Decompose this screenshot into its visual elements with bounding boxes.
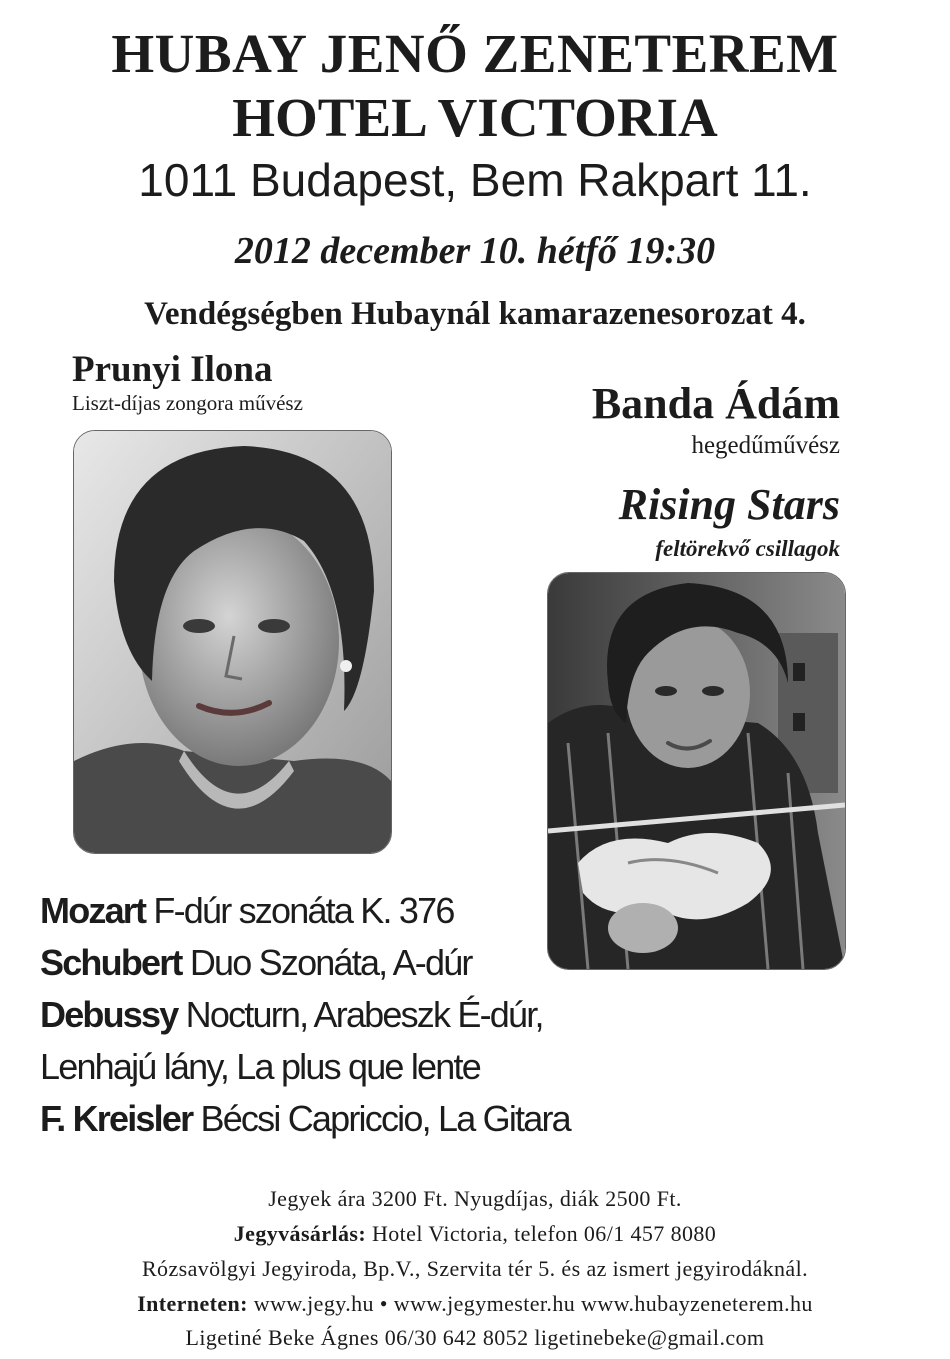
program-work: F-dúr szonáta K. 376 xyxy=(145,890,454,931)
venue-name: HUBAY JENŐ ZENETEREM xyxy=(111,23,839,84)
pianist-name: Prunyi Ilona xyxy=(72,349,273,390)
program-work: Duo Szonáta, A-dúr xyxy=(181,942,472,983)
program-item xyxy=(40,889,454,933)
pianist-title: Liszt-díjas zongora művész xyxy=(72,391,303,415)
rising-stars-subtitle: feltörekvő csillagok xyxy=(655,536,840,561)
program-work: Nocturn, Arabeszk É-dúr, xyxy=(177,994,543,1035)
violinist-title: hegedűművész xyxy=(691,432,840,459)
program-work: Bécsi Capriccio, La Gitara xyxy=(192,1098,570,1139)
program-composer: Schubert xyxy=(40,942,182,983)
online-label: Interneten: xyxy=(137,1291,248,1316)
concert-series: Vendégségben Hubaynál kamarazenesorozat 4. xyxy=(144,296,806,332)
program-item xyxy=(40,993,543,1037)
online-links: www.jegy.hu • www.jegymester.hu www.hubayzeneterem.hu xyxy=(247,1291,813,1316)
event-datetime: 2012 december 10. hétfő 19:30 xyxy=(234,230,716,272)
program-composer: F. Kreisler xyxy=(40,1098,193,1139)
program-composer: Debussy xyxy=(40,994,178,1035)
ticket-purchase xyxy=(0,1220,950,1248)
venue-address: 1011 Budapest, Bem Rakpart 11. xyxy=(138,154,812,206)
violinist-name: Banda Ádám xyxy=(591,379,840,428)
online-tickets xyxy=(0,1290,950,1318)
hotel-name: HOTEL VICTORIA xyxy=(232,87,718,148)
ticket-purchase-text: Hotel Victoria, telefon 06/1 457 8080 xyxy=(366,1221,717,1246)
program-item xyxy=(40,941,472,985)
program-item xyxy=(40,1097,570,1141)
violinist-portrait xyxy=(547,572,846,970)
program-composer: Mozart xyxy=(40,890,146,931)
rising-stars-tagline: Rising Stars xyxy=(618,480,840,529)
ticket-prices: Jegyek ára 3200 Ft. Nyugdíjas, diák 2500 Ft. xyxy=(268,1186,682,1211)
program-work: Lenhajú lány, La plus que lente xyxy=(40,1046,480,1087)
ticket-office: Rózsavölgyi Jegyiroda, Bp.V., Szervita tér 5. és az ismert jegyirodáknál. xyxy=(141,1256,809,1281)
contact-info: Ligetiné Beke Ágnes 06/30 642 8052 ligetinebeke@gmail.com xyxy=(185,1325,765,1350)
program-item xyxy=(40,1045,480,1089)
ticket-purchase-label: Jegyvásárlás: xyxy=(233,1221,367,1246)
pianist-portrait xyxy=(73,430,392,854)
